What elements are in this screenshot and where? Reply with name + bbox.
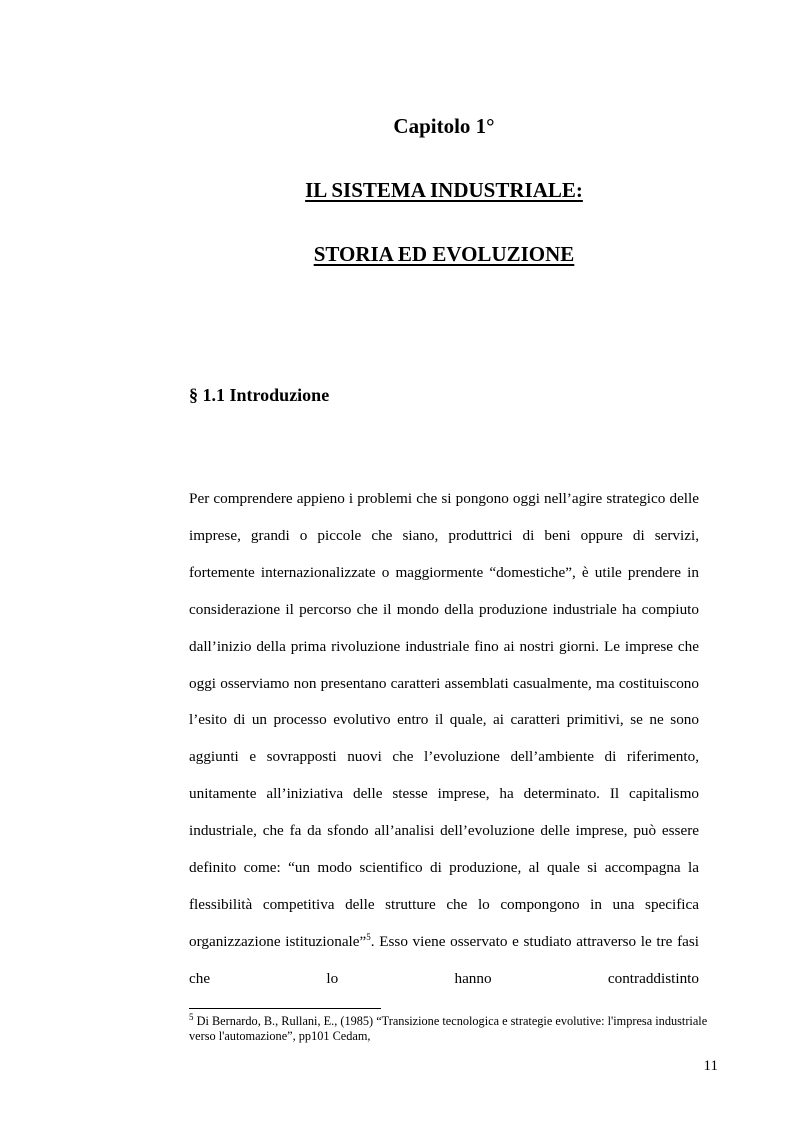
body-paragraph	[189, 481, 699, 998]
footnote-number: 5	[189, 1011, 194, 1022]
footnote-text: Di Bernardo, B., Rullani, E., (1985) “Transizione tecnologica e strategie evolutive: l'impresa industriale verso l'automazione”, pp101 Cedam,	[189, 1014, 708, 1043]
body-text-after-note: . Esso viene osservato e studiato attraverso le tre fasi che lo hanno contraddistinto	[189, 932, 699, 987]
chapter-title-line-1: IL SISTEMA INDUSTRIALE:	[305, 178, 583, 202]
body-text-before-note: Per comprendere appieno i problemi che si pongono oggi nell’agire strategico delle imprese, grandi o piccole che siano, produttrici di beni oppure di servizi, fortemente internazionalizzate o maggiormente “domestiche”, è utile prendere in considerazione il percorso che il mondo della produzione industriale ha compiuto dall’inizio della prima rivoluzione industriale fino ai nostri giorni. Le imprese che oggi osserviamo non presentano caratteri assemblati casualmente, ma costituiscono l’esito di un processo evolutivo entro il quale, ai caratteri primitivi, se ne sono aggiunti e sovrapposti nuovi che l’evoluzione dell’ambiente di riferimento, unitamente all’iniziativa delle stesse imprese, ha determinato. Il capitalismo industriale, che fa da sfondo all’analisi dell’evoluzione delle imprese, può essere definito come: “un modo scientifico di produzione, al quale si accompagna la flessibilità competitiva delle strutture che lo compongono in una specifica organizzazione istituzionale”	[189, 490, 699, 950]
chapter-title-line-2: STORIA ED EVOLUZIONE	[313, 242, 575, 266]
footnote-separator	[189, 1008, 381, 1009]
section-heading: § 1.1 Introduzione	[189, 385, 330, 405]
footnote-reference: 5	[366, 931, 371, 942]
chapter-label: Capitolo 1°	[393, 114, 495, 138]
footnote	[189, 1011, 709, 1044]
page-number: 11	[703, 1058, 718, 1074]
